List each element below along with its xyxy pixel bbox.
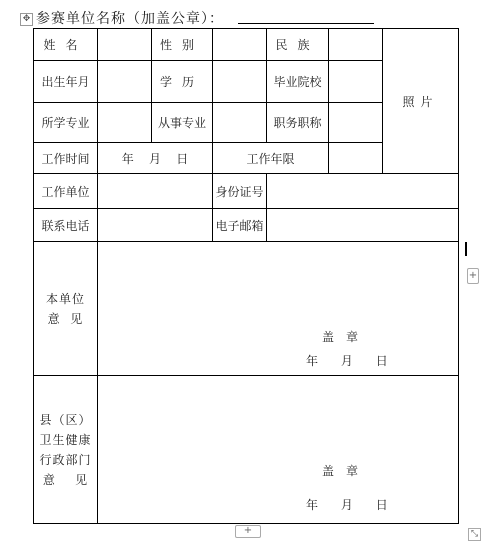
school-label: 毕业院校: [267, 61, 329, 103]
add-row-button[interactable]: [235, 525, 261, 538]
gender-field[interactable]: [213, 29, 267, 61]
school-field[interactable]: [329, 61, 383, 103]
work-years-label: 工作年限: [213, 143, 329, 174]
specialty-field[interactable]: [213, 103, 267, 143]
add-column-button[interactable]: [467, 268, 479, 284]
email-field[interactable]: [267, 209, 459, 242]
form-title: 参赛单位名称（加盖公章）：: [36, 11, 224, 27]
work-time-date-field[interactable]: 年 月 日: [98, 143, 213, 174]
unit-date-text: 年 月 日: [306, 354, 388, 368]
work-years-field[interactable]: [329, 143, 383, 174]
id-label: 身份证号: [213, 174, 267, 209]
county-date-text: 年 月 日: [306, 498, 388, 512]
email-label: 电子邮箱: [213, 209, 267, 242]
major-label: 所学专业: [34, 103, 98, 143]
registration-form-table: [33, 28, 459, 524]
gender-label: 性别: [152, 29, 213, 61]
unit-opinion-label: 本单位 意 见: [34, 242, 98, 376]
name-field[interactable]: [98, 29, 152, 61]
table-move-handle-icon[interactable]: ✥: [20, 13, 33, 26]
name-label: 姓名: [34, 29, 98, 61]
unit-seal-text: 盖章: [322, 330, 371, 344]
ethnicity-field[interactable]: [329, 29, 383, 61]
plus-icon: +: [468, 270, 478, 281]
table-resize-handle-icon[interactable]: ⤡: [468, 528, 481, 541]
text-cursor: [465, 242, 467, 256]
title-label: 职务职称: [267, 103, 329, 143]
employer-label: 工作单位: [34, 174, 98, 209]
id-field[interactable]: [267, 174, 459, 209]
birth-label: 出生年月: [34, 61, 98, 103]
unit-name-fill-line[interactable]: [238, 23, 374, 24]
plus-icon: +: [243, 525, 253, 536]
ethnicity-label: 民族: [267, 29, 329, 61]
phone-label: 联系电话: [34, 209, 98, 242]
unit-opinion-field[interactable]: [98, 242, 459, 376]
education-field[interactable]: [213, 61, 267, 103]
photo-cell[interactable]: [383, 29, 459, 174]
work-time-label: 工作时间: [34, 143, 98, 174]
county-opinion-label: 县（区） 卫生健康 行政部门 意 见: [34, 376, 98, 524]
specialty-label: 从事专业: [152, 103, 213, 143]
education-label: 学历: [152, 61, 213, 103]
birth-field[interactable]: [98, 61, 152, 103]
title-field[interactable]: [329, 103, 383, 143]
employer-field[interactable]: [98, 174, 213, 209]
county-seal-text: 盖章: [322, 464, 371, 478]
county-opinion-field[interactable]: [98, 376, 459, 524]
major-field[interactable]: [98, 103, 152, 143]
phone-field[interactable]: [98, 209, 213, 242]
photo-label: 照片: [402, 94, 439, 109]
